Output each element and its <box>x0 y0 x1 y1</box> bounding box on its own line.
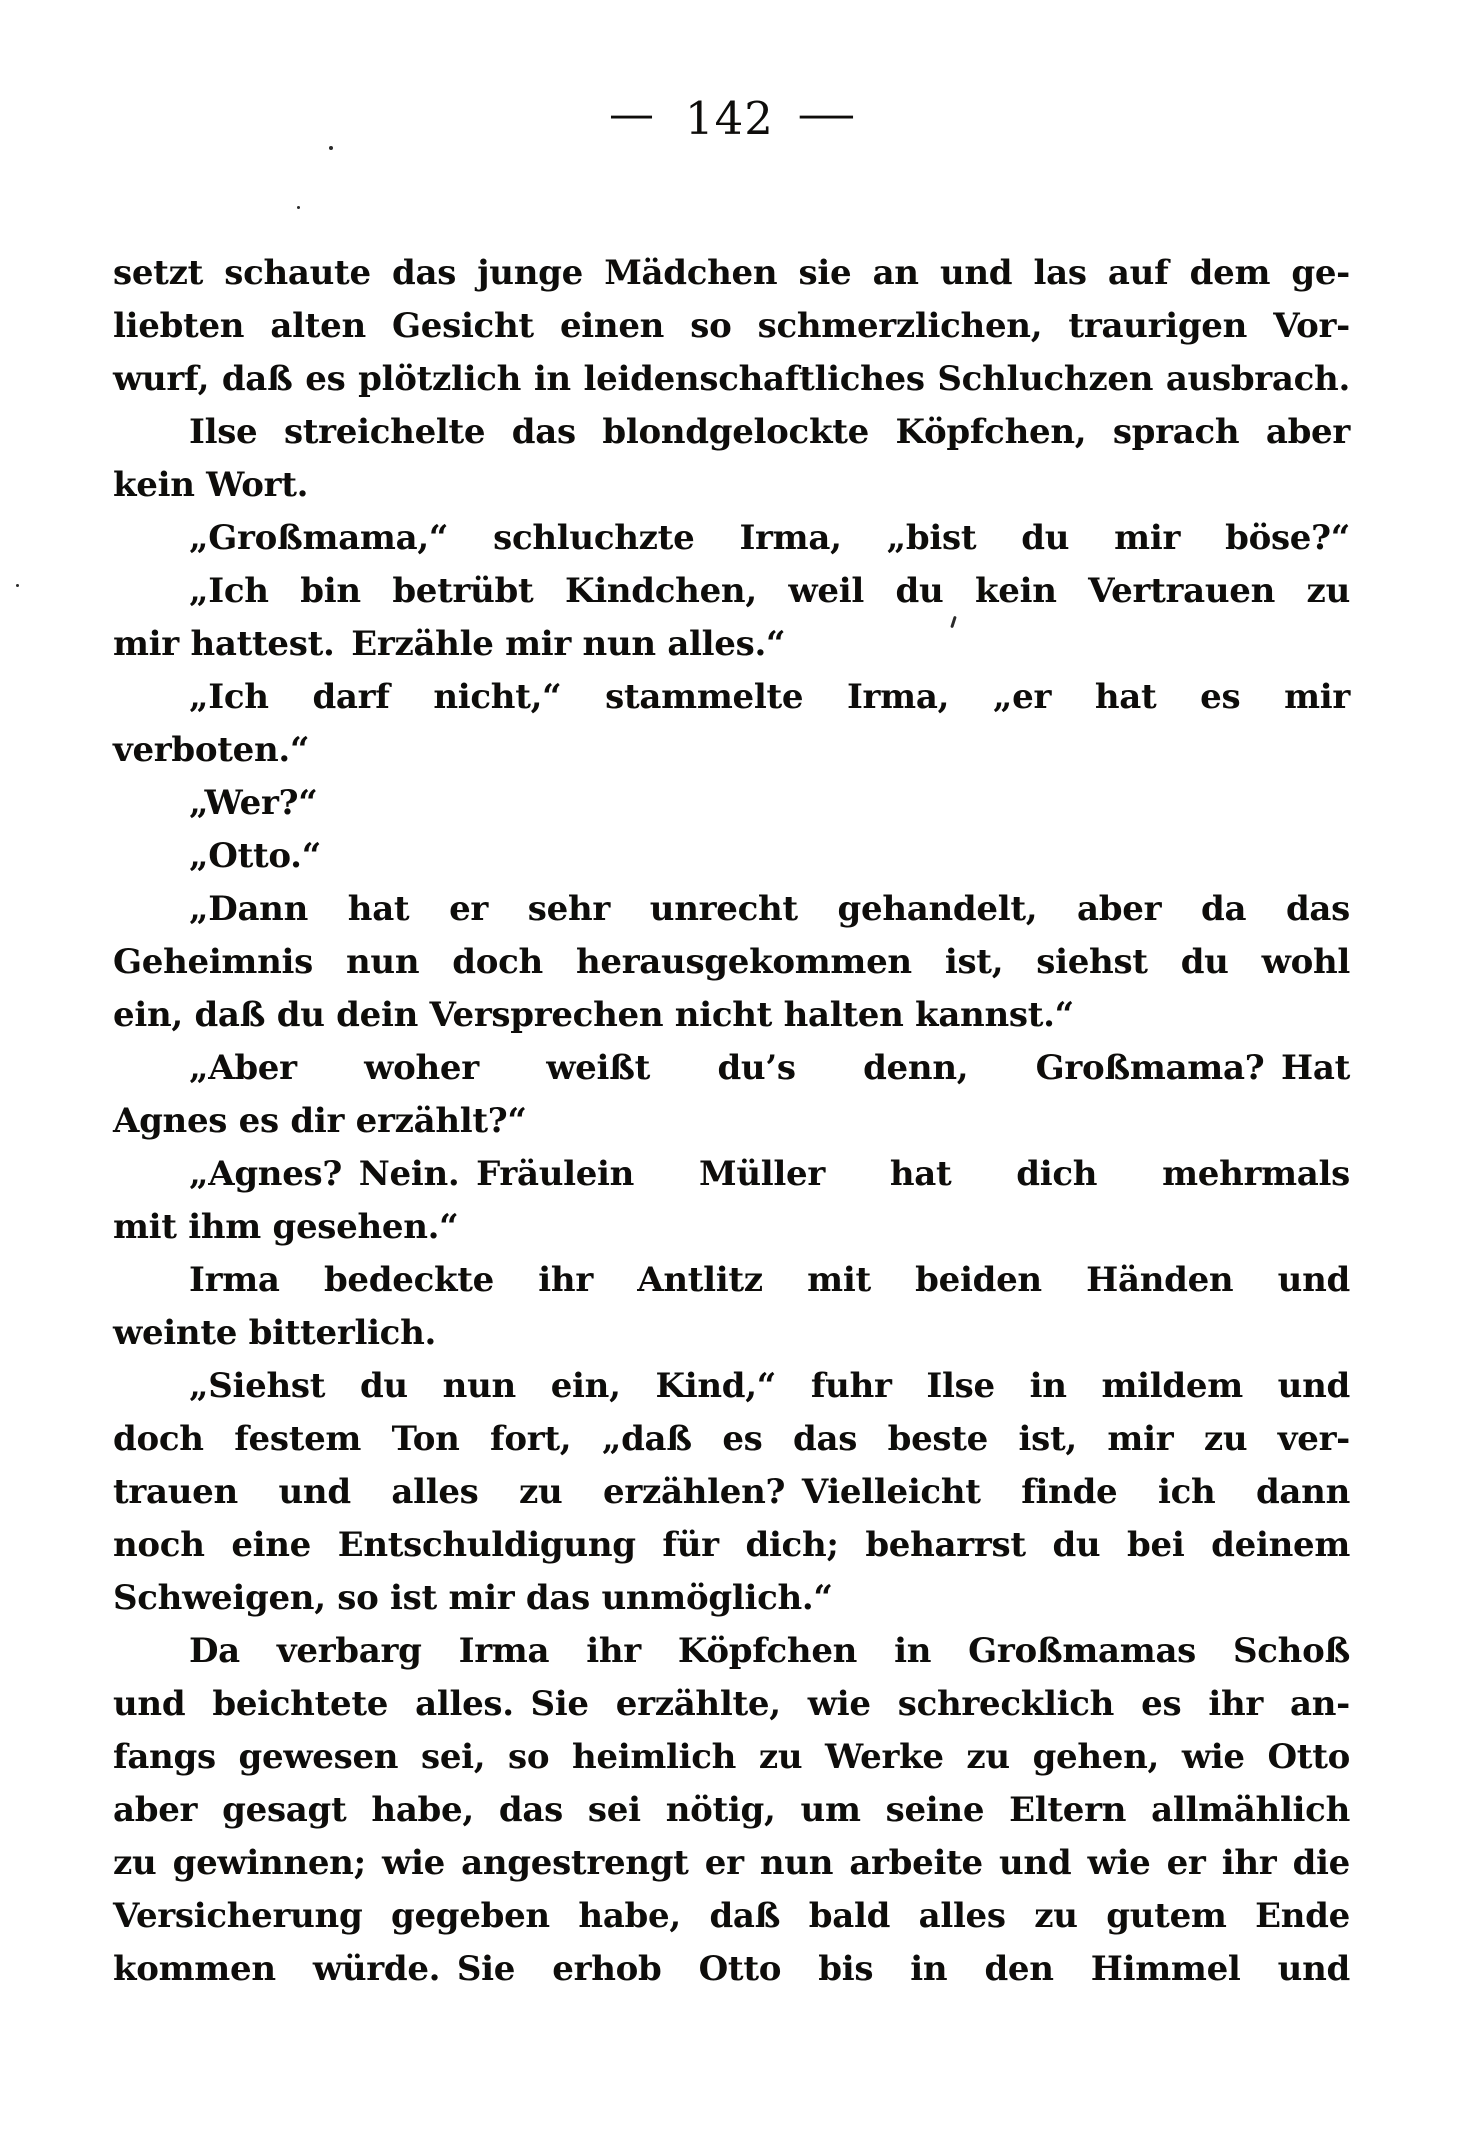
text-line: noch eine Entschuldigung für dich; beharrst du bei deinem <box>113 1525 1350 1565</box>
text-line: wurf, daß es plötzlich in leidenschaftliches Schluchzen ausbrach. <box>113 359 1350 399</box>
text-line: fangs gewesen sei, so heimlich zu Werke zu gehen, wie Otto <box>113 1737 1350 1777</box>
text-line: „Wer?“ <box>189 783 318 823</box>
page-header <box>0 87 1459 145</box>
text-line: Versicherung gegeben habe, daß bald alles zu gutem Ende <box>113 1896 1350 1936</box>
text-line: zu gewinnen; wie angestrengt er nun arbeite und wie er ihr die <box>113 1843 1350 1883</box>
text-line: „Otto.“ <box>189 836 321 876</box>
scan-speck <box>297 206 300 209</box>
text-line: Ilse streichelte das blondgelockte Köpfchen, sprach aber <box>189 412 1350 452</box>
text-line: Da verbarg Irma ihr Köpfchen in Großmamas Schoß <box>189 1631 1350 1671</box>
text-line: „Ich bin betrübt Kindchen, weil du kein Vertrauen zu <box>189 571 1350 611</box>
text-line: trauen und alles zu erzählen? Vielleicht finde ich dann <box>113 1472 1350 1512</box>
text-line: setzt schaute das junge Mädchen sie an und las auf dem ge- <box>113 253 1350 293</box>
text-line: „Ich darf nicht,“ stammelte Irma, „er hat es mir <box>189 677 1350 717</box>
text-line: Agnes es dir erzählt?“ <box>113 1101 527 1141</box>
text-line: doch festem Ton fort, „daß es das beste ist, mir zu ver- <box>113 1419 1350 1459</box>
text-line: weinte bitterlich. <box>113 1313 437 1353</box>
scan-speck <box>329 146 333 150</box>
text-line: Irma bedeckte ihr Antlitz mit beiden Händen und <box>189 1260 1350 1300</box>
text-line: „Dann hat er sehr unrecht gehandelt, aber da das <box>189 889 1350 929</box>
header-dash-left: — <box>609 87 656 140</box>
text-line: kein Wort. <box>113 465 309 505</box>
text-line: mit ihm gesehen.“ <box>113 1207 459 1247</box>
text-line: aber gesagt habe, das sei nötig, um seine Eltern allmählich <box>113 1790 1350 1830</box>
text-line: Geheimnis nun doch herausgekommen ist, siehst du wohl <box>113 942 1350 982</box>
text-line: mir hattest. Erzähle mir nun alles.“ <box>113 624 786 664</box>
page-text <box>113 247 1350 1996</box>
scan-speck <box>16 584 19 587</box>
page-number: 142 <box>685 92 774 145</box>
text-line: verboten.“ <box>113 730 310 770</box>
text-line: kommen würde. Sie erhob Otto bis in den Himmel und <box>113 1949 1350 1989</box>
text-line: „Siehst du nun ein, Kind,“ fuhr Ilse in mildem und <box>189 1366 1350 1406</box>
text-line: Schweigen, so ist mir das unmöglich.“ <box>113 1578 833 1618</box>
text-line: liebten alten Gesicht einen so schmerzlichen, traurigen Vor- <box>113 306 1350 346</box>
text-line: ein, daß du dein Versprechen nicht halten kannst.“ <box>113 995 1074 1035</box>
header-dash-right: — <box>797 87 857 140</box>
text-line: „Aber woher weißt du’s denn, Großmama? Hat <box>189 1048 1350 1088</box>
text-line: „Großmama,“ schluchzte Irma, „bist du mir böse?“ <box>189 518 1350 558</box>
text-line: und beichtete alles. Sie erzählte, wie schrecklich es ihr an- <box>113 1684 1350 1724</box>
text-line: „Agnes? Nein. Fräulein Müller hat dich mehrmals <box>189 1154 1350 1194</box>
